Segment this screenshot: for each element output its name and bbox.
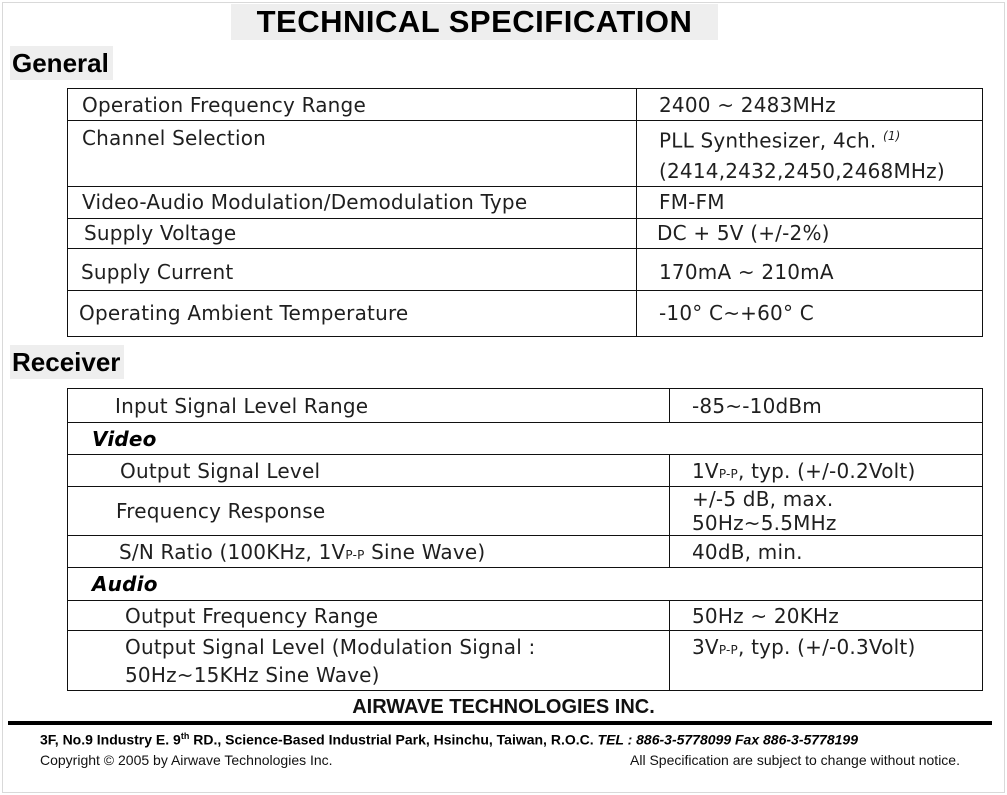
table-row: [68, 631, 983, 691]
spec-value-line1: PLL Synthesizer, 4ch.: [659, 128, 877, 153]
spec-value: 2400 ~ 2483MHz: [637, 89, 983, 121]
table-row: [68, 121, 983, 187]
table-row: [68, 186, 983, 218]
table-row: [68, 290, 983, 336]
spec-value: 50Hz ~ 20KHz: [670, 601, 983, 631]
spec-label: Input Signal Level Range: [68, 389, 670, 423]
table-row: [68, 487, 983, 536]
footnote-marker: (1): [882, 129, 901, 143]
spec-label: Operating Ambient Temperature: [68, 290, 637, 336]
spec-label: Output Signal Level (Modulation Signal : 50Hz~15KHz Sine Wave): [68, 631, 670, 691]
contact-numbers: TEL : 886-3-5778099 Fax 886-3-5778199: [597, 731, 858, 748]
change-notice: All Specification are subject to change without notice.: [630, 752, 960, 768]
table-row: [68, 248, 983, 290]
spec-value: -10° C~+60° C: [637, 290, 983, 336]
spec-value: 3VP-P, typ. (+/-0.3Volt): [670, 631, 983, 691]
spec-value-line2: (2414,2432,2450,2468MHz): [659, 158, 945, 183]
copyright: Copyright © 2005 by Airwave Technologies Inc.: [40, 752, 333, 768]
spec-label: Channel Selection: [68, 121, 637, 187]
spec-label: Output Signal Level: [68, 455, 670, 487]
spec-value: [637, 121, 983, 187]
table-row: [68, 423, 983, 455]
spec-label: Supply Voltage: [68, 218, 637, 248]
spec-label: Video-Audio Modulation/Demodulation Type: [68, 186, 637, 218]
company-address: 3F, No.9 Industry E. 9th RD., Science-Based Industrial Park, Hsinchu, Taiwan, R.O.C. TEL : 886-3-5778099 Fax 886-3-5778199: [40, 731, 858, 748]
spec-value: 170mA ~ 210mA: [637, 248, 983, 290]
table-row: [68, 568, 983, 601]
page-title: TECHNICAL SPECIFICATION: [231, 4, 718, 40]
spec-value: FM-FM: [637, 186, 983, 218]
table-row: [68, 455, 983, 487]
spec-label: S/N Ratio (100KHz, 1VP-P Sine Wave): [68, 536, 670, 568]
spec-value: 1VP-P, typ. (+/-0.2Volt): [670, 455, 983, 487]
spec-value: DC + 5V (+/-2%): [637, 218, 983, 248]
section-heading-receiver: Receiver: [10, 345, 124, 379]
spec-value: -85~-10dBm: [670, 389, 983, 423]
receiver-spec-table: [67, 388, 983, 691]
table-row: [68, 218, 983, 248]
company-name: AIRWAVE TECHNOLOGIES INC.: [352, 696, 655, 718]
table-row: [68, 389, 983, 423]
subsection-heading-audio: Audio: [68, 568, 983, 601]
spec-label: Supply Current: [68, 248, 637, 290]
spec-label: Frequency Response: [68, 487, 670, 536]
subsection-heading-video: Video: [68, 423, 983, 455]
spec-value: 40dB, min.: [670, 536, 983, 568]
section-heading-general: General: [10, 46, 113, 80]
table-row: [68, 89, 983, 121]
table-row: [68, 536, 983, 568]
spec-value: +/-5 dB, max. 50Hz~5.5MHz: [670, 487, 983, 536]
spec-label: Output Frequency Range: [68, 601, 670, 631]
footer-divider: [8, 721, 992, 725]
general-spec-table: [67, 88, 983, 337]
spec-label: Operation Frequency Range: [68, 89, 637, 121]
table-row: [68, 601, 983, 631]
